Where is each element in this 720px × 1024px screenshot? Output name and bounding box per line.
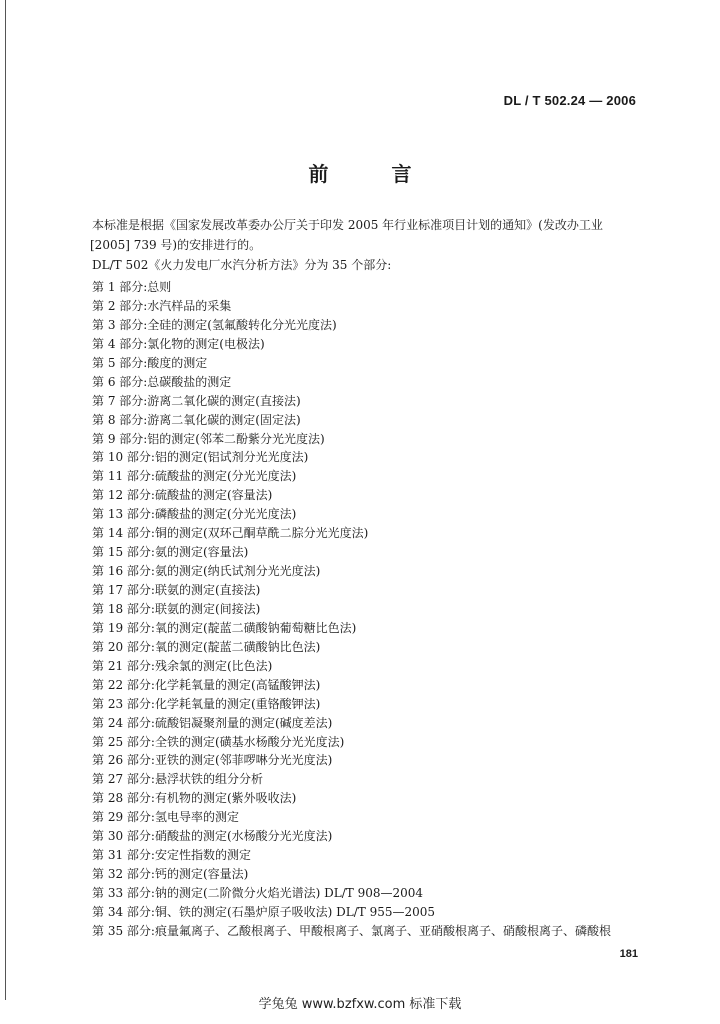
standard-code: DL / T 502.24 — 2006 [503, 93, 636, 108]
list-item: 第 16 部分:氨的测定(纳氏试剂分光光度法) [92, 564, 321, 579]
list-item: 第 23 部分:化学耗氧量的测定(重铬酸钾法) [92, 696, 321, 711]
list-item: 第 27 部分:悬浮状铁的组分分析 [92, 772, 263, 787]
intro-line-3: DL/T 502《火力发电厂水汽分析方法》分为 35 个部分: [92, 258, 392, 272]
list-item: 第 29 部分:氢电导率的测定 [92, 810, 239, 825]
list-item: 第 28 部分:有机物的测定(紫外吸收法) [92, 791, 297, 806]
list-item: 第 31 部分:安定性指数的测定 [92, 848, 251, 863]
list-item: 第 17 部分:联氨的测定(直接法) [92, 583, 261, 597]
footer-watermark: 学兔兔 www.bzfxw.com 标准下载 [258, 997, 462, 1012]
list-item: 第 1 部分:总则 [92, 280, 172, 294]
list-item: 第 8 部分:游离二氧化碳的测定(固定法) [92, 412, 301, 427]
list-item: 第 14 部分:铜的测定(双环己酮草酰二腙分光光度法) [92, 526, 369, 541]
list-item: 第 7 部分:游离二氧化碳的测定(直接法) [92, 393, 301, 408]
list-item: 第 13 部分:磷酸盐的测定(分光光度法) [92, 507, 297, 522]
list-item: 第 21 部分:残余氯的测定(比色法) [92, 658, 273, 673]
list-item: 第 19 部分:氧的测定(靛蓝二磺酸钠葡萄糖比色法) [92, 620, 357, 635]
parts-list [92, 278, 652, 941]
list-item: 第 30 部分:硝酸盐的测定(水杨酸分光光度法) [92, 829, 333, 844]
list-item: 第 11 部分:硫酸盐的测定(分光光度法) [92, 469, 297, 484]
list-item: 第 24 部分:硫酸铝凝聚剂量的测定(碱度差法) [92, 715, 333, 730]
list-item: 第 33 部分:钠的测定(二阶微分火焰光谱法) DL/T 908—2004 [92, 886, 424, 900]
list-item: 第 20 部分:氧的测定(靛蓝二磺酸钠比色法) [92, 639, 321, 654]
list-item: 第 26 部分:亚铁的测定(邻菲啰啉分光光度法) [92, 753, 333, 768]
list-item: 第 5 部分:酸度的测定 [92, 355, 208, 370]
page-title: 前 言 [308, 162, 440, 186]
list-item: 第 9 部分:铝的测定(邻苯二酚紫分光光度法) [92, 431, 325, 446]
list-item: 第 2 部分:水汽样品的采集 [92, 298, 232, 313]
list-item: 第 4 部分:氯化物的测定(电极法) [92, 336, 265, 351]
list-item: 第 22 部分:化学耗氧量的测定(高锰酸钾法) [92, 677, 321, 692]
intro-line-1: 本标准是根据《国家发展改革委办公厅关于印发 2005 年行业标准项目计划的通知》(发改办工业 [92, 218, 603, 232]
list-item: 第 3 部分:全硅的测定(氢氟酸转化分光光度法) [92, 317, 337, 332]
intro-paragraph [92, 215, 640, 275]
list-item: 第 12 部分:硫酸盐的测定(容量法) [92, 488, 273, 503]
list-item: 第 10 部分:铝的测定(铝试剂分光光度法) [92, 450, 309, 465]
list-item: 第 25 部分:全铁的测定(磺基水杨酸分光光度法) [92, 734, 345, 749]
list-item: 第 34 部分:铜、铁的测定(石墨炉原子吸收法) DL/T 955—2005 [92, 904, 436, 919]
list-item: 第 15 部分:氨的测定(容量法) [92, 545, 249, 560]
list-item: 第 6 部分:总碳酸盐的测定 [92, 374, 232, 389]
list-item: 第 32 部分:钙的测定(容量法) [92, 867, 249, 882]
page-edge-line [5, 0, 6, 1000]
intro-line-2: [2005] 739 号)的安排进行的。 [90, 238, 262, 252]
page-number: 181 [619, 948, 638, 960]
list-item: 第 18 部分:联氨的测定(间接法) [92, 601, 261, 616]
list-item: 第 35 部分:痕量氟离子、乙酸根离子、甲酸根离子、氯离子、亚硝酸根离子、硝酸根离子、磷酸根 [92, 923, 611, 938]
